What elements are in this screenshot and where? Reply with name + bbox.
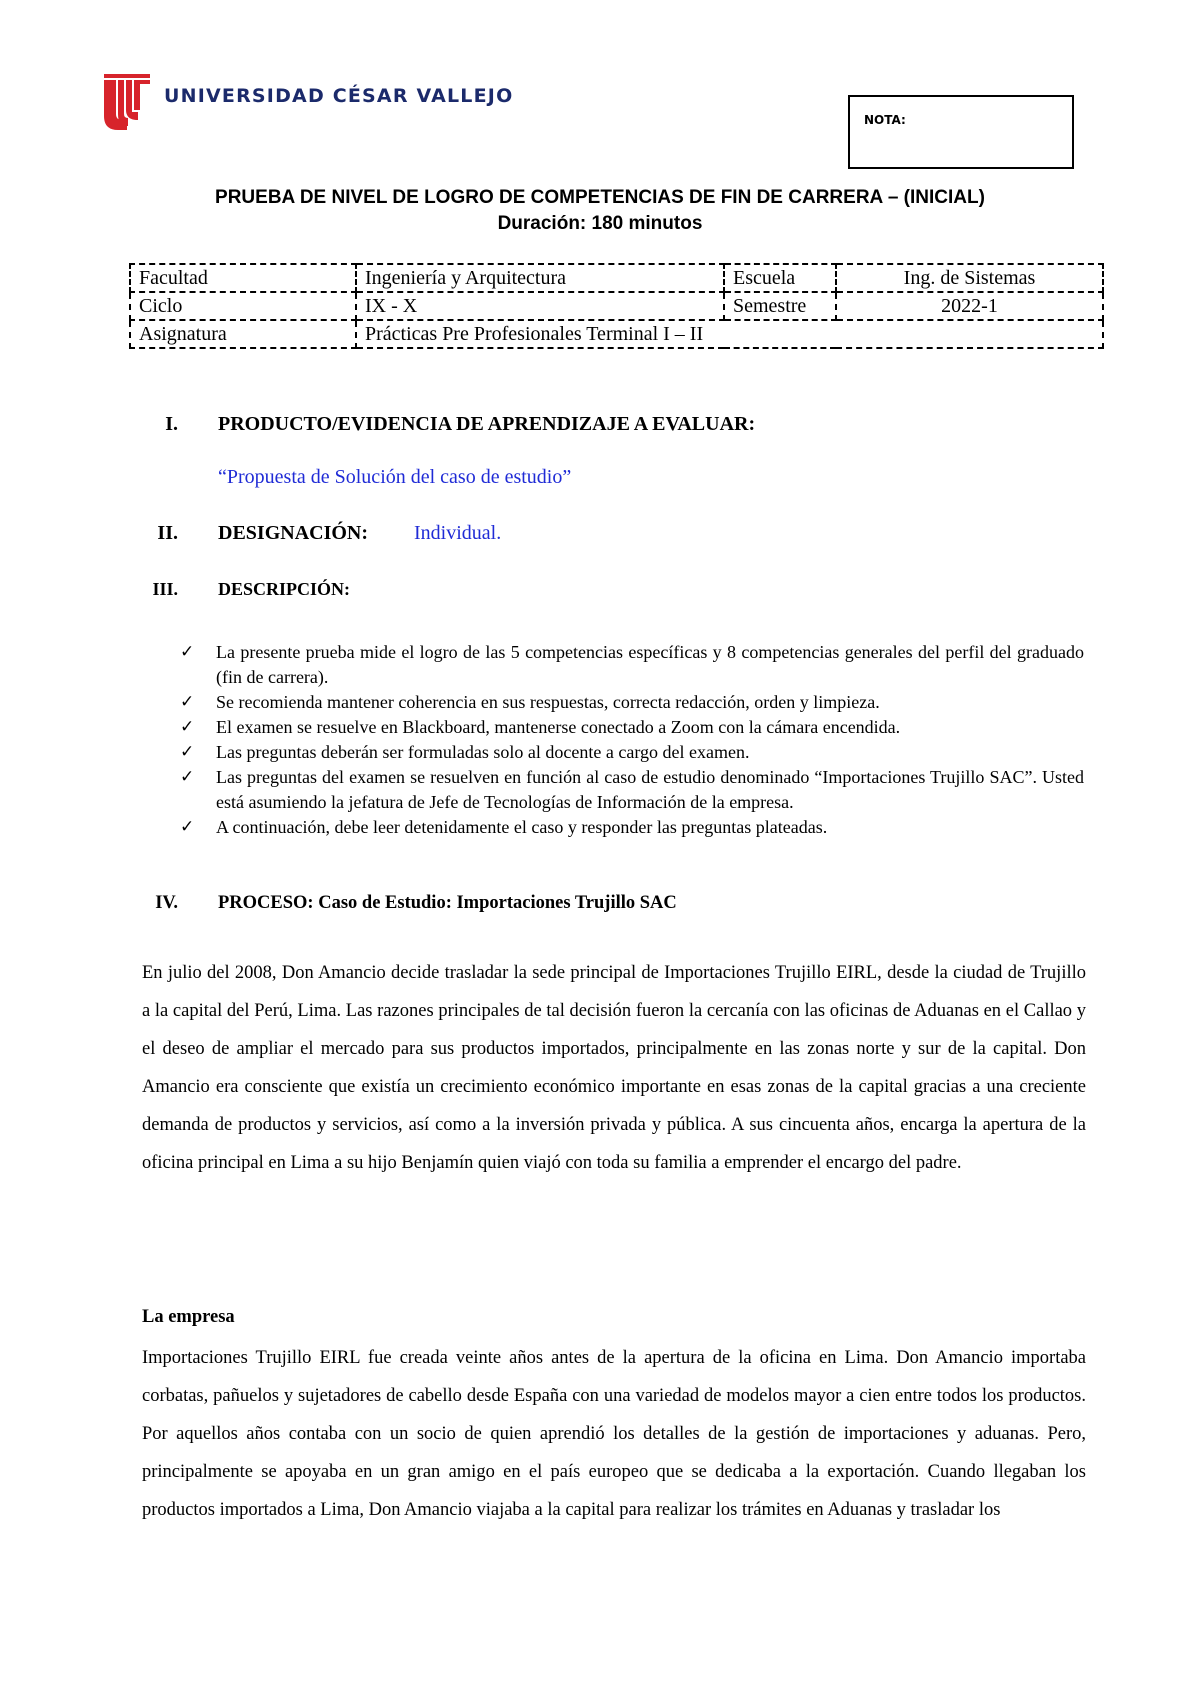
list-item: [174, 690, 1084, 715]
body-paragraph-1: En julio del 2008, Don Amancio decide trasladar la sede principal de Importaciones Trujillo EIRL, desde la ciudad de Trujillo a la capital del Perú, Lima. Las razones principales de tal decisión fueron la cercanía con las oficinas de Aduanas en el Callao y el deseo de ampliar el mercado para sus productos importados, principalmente en las zonas norte y sur de la capital. Don Amancio era consciente que existía un crecimiento económico importante en esas zonas de la capital gracias a una creciente demanda de productos y servicios, así como a la inversión privada y pública. A sus cincuenta años, encarga la apertura de la oficina principal en Lima a su hijo Benjamín quien viajó con toda su familia a emprender el encargo del padre.: [142, 963, 1086, 1173]
section-4-number: IV.: [155, 893, 178, 913]
checkmark-icon: ✓: [180, 742, 195, 762]
asignatura-value: Prácticas Pre Profesionales Terminal I – II: [356, 320, 1103, 348]
subheading-la-empresa: La empresa: [142, 1307, 235, 1327]
logo-text: UNIVERSIDAD CÉSAR VALLEJO: [164, 85, 514, 107]
section-4-title: Caso de Estudio: Importaciones Trujillo SAC: [318, 893, 677, 913]
list-item-text: Las preguntas deberán ser formuladas solo al docente a cargo del examen.: [216, 742, 750, 762]
section-2-title: DESIGNACIÓN:: [218, 522, 369, 544]
body-paragraph-2: Importaciones Trujillo EIRL fue creada veinte años antes de la apertura de la oficina en Lima. Don Amancio importaba corbatas, pañuelos y sujetadores de cabello desde España con una variedad de modelos mayor a cien entre todos los productos. Por aquellos años contaba con un socio de quien aprendió los detalles de la gestión de importaciones y aduanas. Pero, principalmente se apoyaba en un gran amigo en el país europeo que se dedicaba a la exportación. Cuando llegaban los productos importados a Lima, Don Amancio viajaba a la capital para realizar los trámites en Aduanas y trasladar los: [142, 1348, 1086, 1520]
description-list: [174, 640, 1084, 840]
escuela-value: Ing. de Sistemas: [836, 264, 1103, 292]
checkmark-icon: ✓: [180, 817, 195, 837]
ciclo-label: Ciclo: [130, 292, 356, 320]
table-row: [130, 320, 1103, 348]
section-4-heading: [218, 893, 677, 914]
semestre-label: Semestre: [724, 292, 836, 320]
university-logo: [104, 74, 513, 130]
checkmark-icon: ✓: [180, 642, 195, 662]
list-item-text: Las preguntas del examen se resuelven en función al caso de estudio denominado “Importaciones Trujillo SAC”. Usted está asumiendo la jefatura de Jefe de Tecnologías de Información de la empresa.: [216, 767, 1084, 812]
list-item: [174, 715, 1084, 740]
section-4-prefix: PROCESO:: [218, 893, 314, 913]
section-2-number: II.: [157, 522, 178, 544]
grade-box: [848, 95, 1074, 169]
list-item-text: Se recomienda mantener coherencia en sus respuestas, correcta redacción, orden y limpieza.: [216, 692, 880, 712]
list-item-text: La presente prueba mide el logro de las 5 competencias específicas y 8 competencias generales del perfil del graduado (fin de carrera).: [216, 642, 1084, 687]
table-row: [130, 292, 1103, 320]
exam-duration: Duración: 180 minutos: [497, 213, 703, 234]
course-info-table: [129, 263, 1104, 349]
section-1-title: PRODUCTO/EVIDENCIA DE APRENDIZAJE A EVALUAR:: [218, 413, 756, 435]
ucv-logo-icon: [104, 74, 150, 130]
list-item-text: El examen se resuelve en Blackboard, mantenerse conectado a Zoom con la cámara encendida.: [216, 717, 901, 737]
list-item: [174, 815, 1084, 840]
ciclo-value: IX - X: [356, 292, 724, 320]
escuela-label: Escuela: [724, 264, 836, 292]
asignatura-label: Asignatura: [130, 320, 356, 348]
semestre-value: 2022-1: [836, 292, 1103, 320]
checkmark-icon: ✓: [180, 767, 195, 787]
facultad-value: Ingeniería y Arquitectura: [356, 264, 724, 292]
nota-label: NOTA:: [864, 113, 906, 127]
facultad-label: Facultad: [130, 264, 356, 292]
checkmark-icon: ✓: [180, 717, 195, 737]
section-1-number: I.: [165, 413, 178, 435]
section-3-title: DESCRIPCIÓN:: [218, 579, 351, 599]
table-row: [130, 264, 1103, 292]
checkmark-icon: ✓: [180, 692, 195, 712]
list-item: [174, 765, 1084, 815]
section-1-value: “Propuesta de Solución del caso de estudio”: [218, 466, 572, 488]
section-3-number: III.: [152, 579, 178, 599]
exam-title: PRUEBA DE NIVEL DE LOGRO DE COMPETENCIAS DE FIN DE CARRERA – (INICIAL): [215, 187, 985, 208]
list-item: [174, 640, 1084, 690]
section-2-value: Individual.: [414, 522, 502, 544]
list-item: [174, 740, 1084, 765]
list-item-text: A continuación, debe leer detenidamente el caso y responder las preguntas plateadas.: [216, 817, 828, 837]
